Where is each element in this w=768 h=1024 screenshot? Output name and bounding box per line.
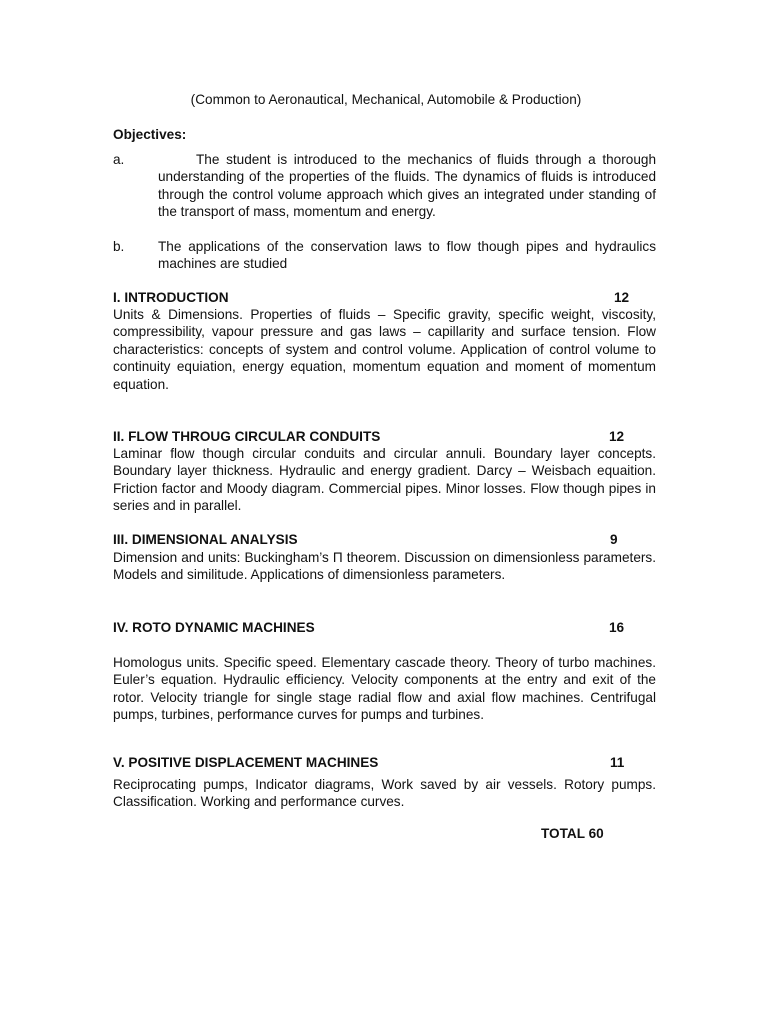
objective-marker: a.	[113, 152, 125, 167]
objective-marker: b.	[113, 239, 125, 254]
unit-hours: 11	[610, 755, 625, 770]
objective-item-a	[113, 151, 656, 221]
unit-body: Units & Dimensions. Properties of fluids – Specific gravity, specific weight, viscosity, compressibility, vapour pressure and gas laws – capillarity and surface tension. Flow characteristics: concepts of system and control volume. Application of control volume to continuity equiation, energy equation, momentum equation and moment of momentum equation.	[113, 307, 656, 392]
objectives-heading: Objectives:	[113, 127, 187, 142]
unit-body: Dimension and units: Buckingham’s Π theorem. Discussion on dimensionless parameters. Models and similitude. Applications of dimensionless parameters.	[113, 550, 656, 583]
objective-text: The student is introduced to the mechanics of fluids through a thorough understanding of the properties of the fluids. The dynamics of fluids is introduced through the control volume approach which gives an integrated under standing of the transport of mass, momentum and energy.	[158, 152, 656, 220]
unit-body: Homologus units. Specific speed. Elementary cascade theory. Theory of turbo machines. Euler’s equation. Hydraulic efficiency. Velocity components at the entry and exit of the rotor. Velocity triangle for single stage radial flow and axial flow machines. Centrifugal pumps, turbines, performance curves for pumps and turbines.	[113, 655, 656, 723]
unit-heading	[113, 619, 633, 636]
unit-heading	[113, 289, 633, 306]
unit-hours: 12	[614, 290, 630, 305]
unit-title: I. INTRODUCTION	[113, 290, 229, 305]
unit-hours: 12	[609, 429, 625, 444]
unit-hours: 9	[610, 532, 618, 547]
unit-title: IV. ROTO DYNAMIC MACHINES	[113, 620, 315, 635]
unit-heading	[113, 531, 633, 548]
unit-heading	[113, 754, 633, 771]
objective-text: The applications of the conservation laws to flow though pipes and hydraulics machines are studied	[158, 239, 656, 272]
unit-title: III. DIMENSIONAL ANALYSIS	[113, 532, 298, 547]
unit-title: II. FLOW THROUG CIRCULAR CONDUITS	[113, 429, 381, 444]
objective-item-b	[113, 238, 656, 273]
unit-body: Reciprocating pumps, Indicator diagrams, Work saved by air vessels. Rotory pumps. Classification. Working and performance curves.	[113, 777, 656, 810]
unit-body: Laminar flow though circular conduits and circular annuli. Boundary layer concepts. Boundary layer thickness. Hydraulic and energy gradient. Darcy – Weisbach equaition. Friction factor and Moody diagram. Commercial pipes. Minor losses. Flow though pipes in series and in parallel.	[113, 446, 656, 514]
total-hours: TOTAL 60	[541, 826, 604, 841]
unit-heading	[113, 428, 633, 445]
course-subtitle: (Common to Aeronautical, Mechanical, Automobile & Production)	[190, 92, 582, 107]
unit-title: V. POSITIVE DISPLACEMENT MACHINES	[113, 755, 379, 770]
unit-hours: 16	[609, 620, 625, 635]
